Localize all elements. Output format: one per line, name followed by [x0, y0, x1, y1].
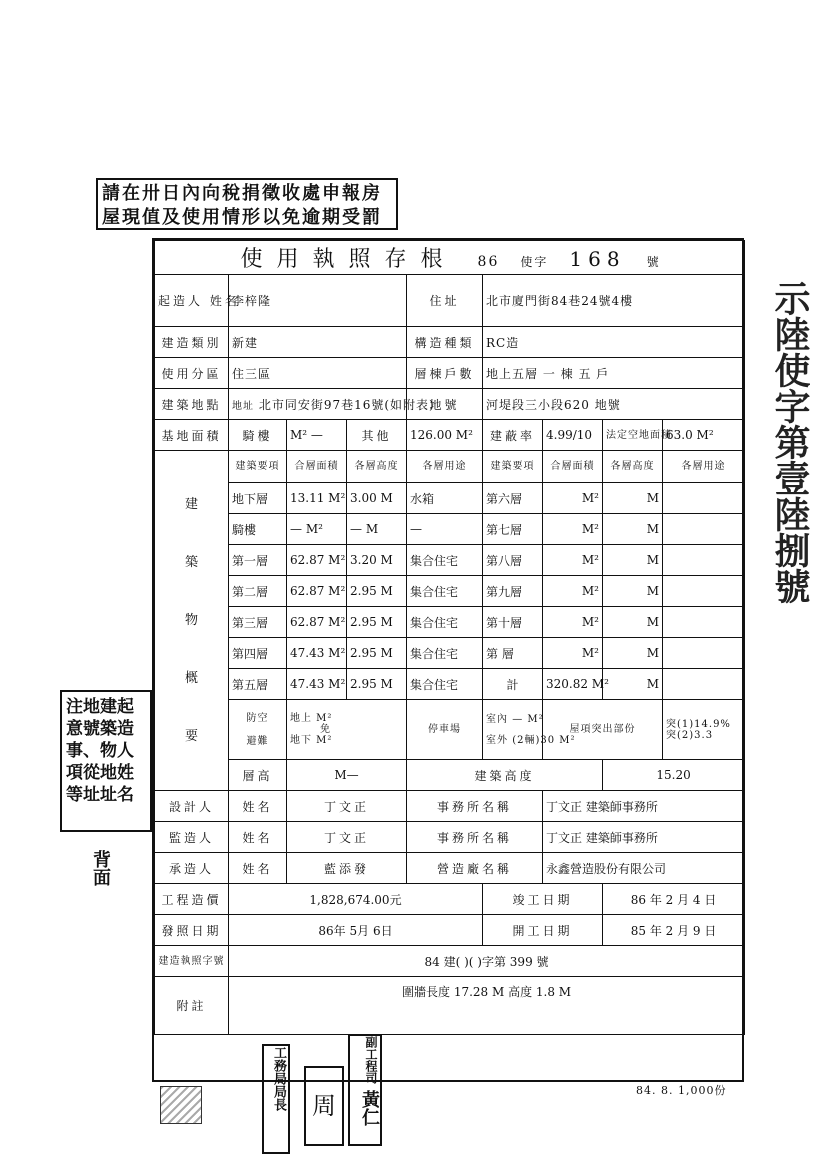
building-height-value: 15.20: [603, 760, 745, 791]
permit-form: [152, 238, 744, 1082]
stamp-director: 工務局局長: [262, 1044, 290, 1154]
table-row: 第一層 62.87 M² 3.20 M 集合住宅 第八層 M² M: [155, 545, 745, 576]
site-label: 建築地點: [155, 389, 229, 420]
struct-value: RC造: [483, 327, 745, 358]
struct-label: 構造種類: [407, 327, 483, 358]
page-title: 使用執照存根 86 使字 168 號: [155, 241, 745, 275]
owner-address: 北市廈門街84巷24號4樓: [483, 275, 745, 327]
head-area: 合層面積: [287, 451, 347, 483]
head-area-2: 合層面積: [543, 451, 603, 483]
stamp-engineer: 副工程司: [348, 1034, 382, 1146]
shelter-label: 防空 避難: [229, 700, 287, 760]
designer-row: 設計人 姓名 丁文正 事務所名稱 丁文正 建築師事務所: [155, 791, 745, 822]
parking-label: 停車場: [407, 700, 483, 760]
table-row: 地下層 13.11 M² 3.00 M 水箱 第六層 M² M: [155, 483, 745, 514]
head-use: 各層用途: [407, 451, 483, 483]
table-row: 第二層 62.87 M² 2.95 M 集合住宅 第九層 M² M: [155, 576, 745, 607]
zone-value: 住三區: [229, 358, 407, 389]
floor-height-value: M—: [287, 760, 407, 791]
building-height-label: 建築高度: [407, 760, 603, 791]
issue-row: 發照日期 86年 5月 6日 開工日期 85 年 2 月 9 日: [155, 915, 745, 946]
building-summary-label: 建 築 物 概 要: [155, 451, 229, 791]
owner-name: 李梓隆: [229, 275, 407, 327]
lot-value: 河堤段三小段620 地號: [483, 389, 745, 420]
other-label: 其他: [347, 420, 407, 451]
site-address: 地址 北市同安街97巷16號(如附表): [229, 389, 407, 420]
notice-box: [96, 178, 398, 230]
build-type: 新建: [229, 327, 407, 358]
table-row: 騎樓 — M² — M — 第七層 M² M: [155, 514, 745, 545]
table-row: 第五層 47.43 M² 2.95 M 集合住宅 計 320.82 M² M: [155, 669, 745, 700]
contractor-row: 承造人 姓名 藍添發 營造廠名稱 永鑫營造股份有限公司: [155, 853, 745, 884]
roof-label: 屋項突出部份: [543, 700, 663, 760]
owner-label: 起造人 姓名: [155, 275, 229, 327]
note-row: 附註 圍牆長度 17.28 M 高度 1.8 M: [155, 977, 745, 1035]
shelter-row: [155, 700, 745, 760]
stamp-seal: 周: [304, 1066, 344, 1146]
head-item: 建築要項: [229, 451, 287, 483]
head-use-2: 各層用途: [663, 451, 745, 483]
print-run: 84. 8. 1,000份: [636, 1084, 727, 1097]
right-margin-mark: 示陸使字第壹陸捌號: [769, 280, 811, 604]
address-label: 住址: [407, 275, 483, 327]
corner-stamp: [160, 1086, 202, 1124]
coverage-value: 4.99/10: [543, 420, 603, 451]
notice-line-2: 屋現值及使用情形以免逾期受罰: [102, 207, 382, 228]
stamp-name: 黃仁: [359, 1090, 380, 1126]
head-height-2: 各層高度: [603, 451, 663, 483]
head-height: 各層高度: [347, 451, 407, 483]
other-area: 126.00 M²: [407, 420, 483, 451]
open-space-label: 法定空地面積: [603, 420, 663, 451]
table-row: 第三層 62.87 M² 2.95 M 集合住宅 第十層 M² M: [155, 607, 745, 638]
head-item-2: 建築要項: [483, 451, 543, 483]
arcade-area: M² —: [287, 420, 347, 451]
roof-values: 突(1)14.9% 突(2)3.3: [663, 700, 745, 760]
floor-height-label: 層高: [229, 760, 287, 791]
parking-values: 室內 — M² 室外 (2輛)30 M²: [483, 700, 543, 760]
back-label: 背面: [90, 850, 111, 886]
build-type-label: 建造類別: [155, 327, 229, 358]
side-note-box: 注地建起 意號築造 事、物人 項從地姓 等址址名: [60, 690, 152, 832]
table-row: 第四層 47.43 M² 2.95 M 集合住宅 第 層 M² M: [155, 638, 745, 669]
lot-label: 地號: [407, 389, 483, 420]
arcade-label: 騎樓: [229, 420, 287, 451]
open-space-value: 63.0 M²: [663, 420, 745, 451]
coverage-label: 建蔽率: [483, 420, 543, 451]
notice-line-1: 請在卅日內向稅捐徵收處申報房: [102, 183, 382, 204]
floors-value: 地上五層 一 棟 五 戶: [483, 358, 745, 389]
supervisor-row: 監造人 姓名 丁文正 事務所名稱 丁文正 建築師事務所: [155, 822, 745, 853]
permit-row: 建造執照字號 84 建( )( )字第 399 號: [155, 946, 745, 977]
cost-row: 工程造價 1,828,674.00元 竣工日期 86 年 2 月 4 日: [155, 884, 745, 915]
site-area-label: 基地面積: [155, 420, 229, 451]
floors-label: 層棟戶數: [407, 358, 483, 389]
zone-label: 使用分區: [155, 358, 229, 389]
shelter-values: 地上 M² 免 地下 M²: [287, 700, 407, 760]
